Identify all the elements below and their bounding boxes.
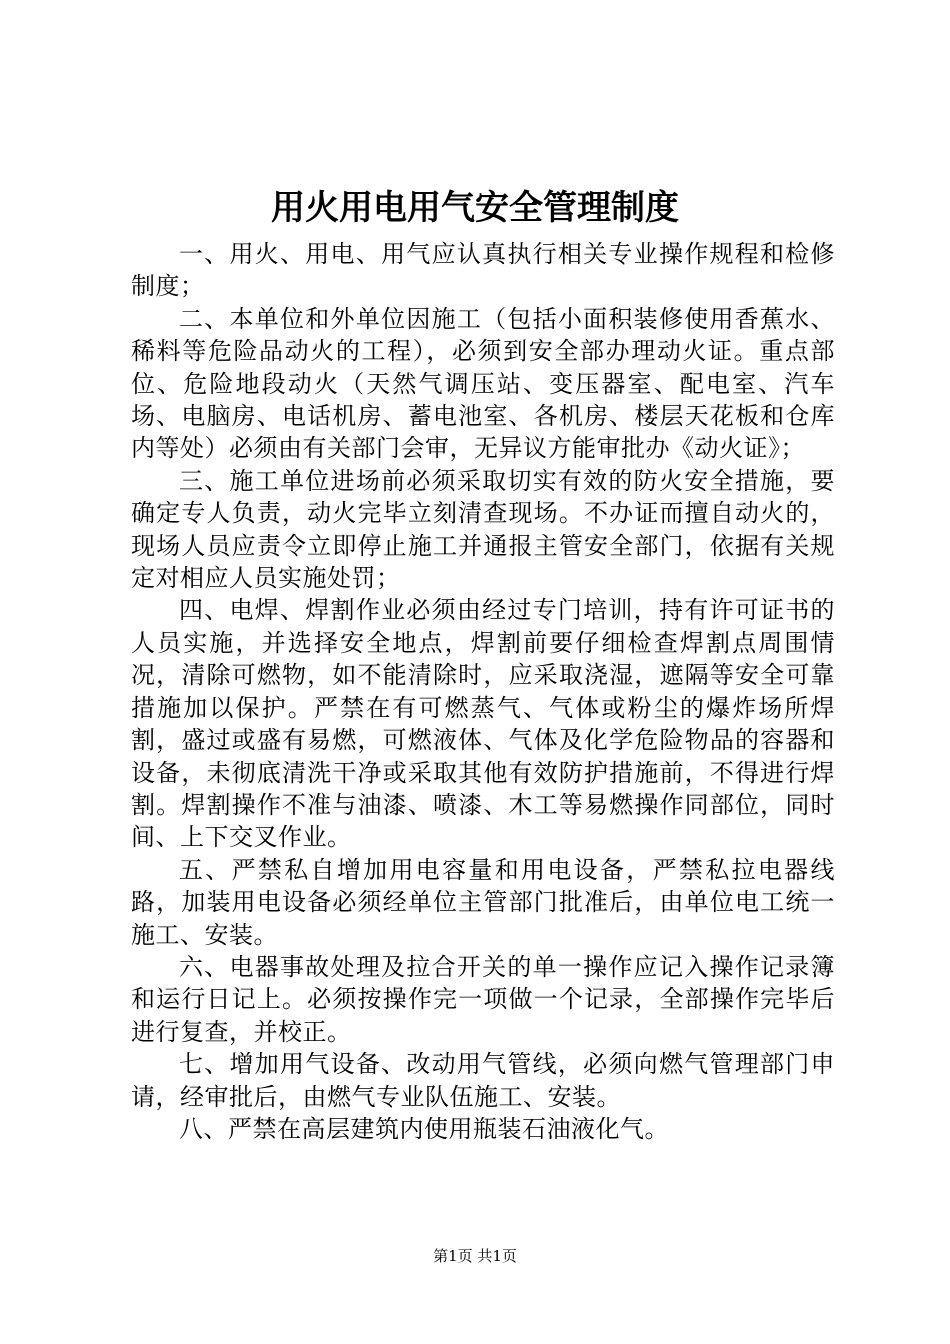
clause-8: 八、严禁在高层建筑内使用瓶装石油液化气。: [179, 1114, 669, 1143]
clause-6: 六、电器事故处理及拉合开关的单一操作应记入操作记录簿和运行日记上。必须按操作完一项做一个记录，全部操作完毕后进行复查，并校正。: [131, 952, 835, 1046]
clause-4: 四、电焊、焊割作业必须由经过专门培训，持有许可证书的人员实施，并选择安全地点，焊割前要仔细检查焊割点周围情况，清除可燃物，如不能清除时，应采取浇湿，遮隔等安全可靠措施加以保护。严禁在有可燃蒸气、气体或粉尘的爆炸场所焊割，盛过或盛有易燃，可燃液体、气体及化学危险物品的容器和设备，未彻底清洗干净或采取其他有效防护措施前，不得进行焊割。焊割操作不准与油漆、喷漆、木工等易燃操作同部位，同时间、上下交叉作业。: [131, 596, 835, 852]
page-footer: 第1页 共1页: [433, 1247, 517, 1265]
clause-7: 七、增加用气设备、改动用气管线，必须向燃气管理部门申请，经审批后，由燃气专业队伍施工、安装。: [131, 1050, 835, 1111]
clause-1: 一、用火、用电、用气应认真执行相关专业操作规程和检修制度；: [131, 240, 835, 301]
clause-2: 二、本单位和外单位因施工（包括小面积装修使用香蕉水、稀料等危险品动火的工程），必须到安全部办理动火证。重点部位、危险地段动火（天然气调压站、变压器室、配电室、汽车场、电脑房、电话机房、蓄电池室、各机房、楼层天花板和仓库内等处）必须由有关部门会审，无异议方能审批办《动火证》；: [131, 304, 835, 463]
clause-5: 五、严禁私自增加用电容量和用电设备，严禁私拉电器线路，加装用电设备必须经单位主管部门批准后，由单位电工统一施工、安装。: [131, 855, 835, 949]
document-body: [131, 238, 835, 1145]
document-title: 用火用电用气安全管理制度: [271, 188, 679, 228]
clause-3: 三、施工单位进场前必须采取切实有效的防火安全措施，要确定专人负责，动火完毕立刻清查现场。不办证而擅自动火的，现场人员应责令立即停止施工并通报主管安全部门，依据有关规定对相应人员实施处罚；: [131, 466, 835, 593]
